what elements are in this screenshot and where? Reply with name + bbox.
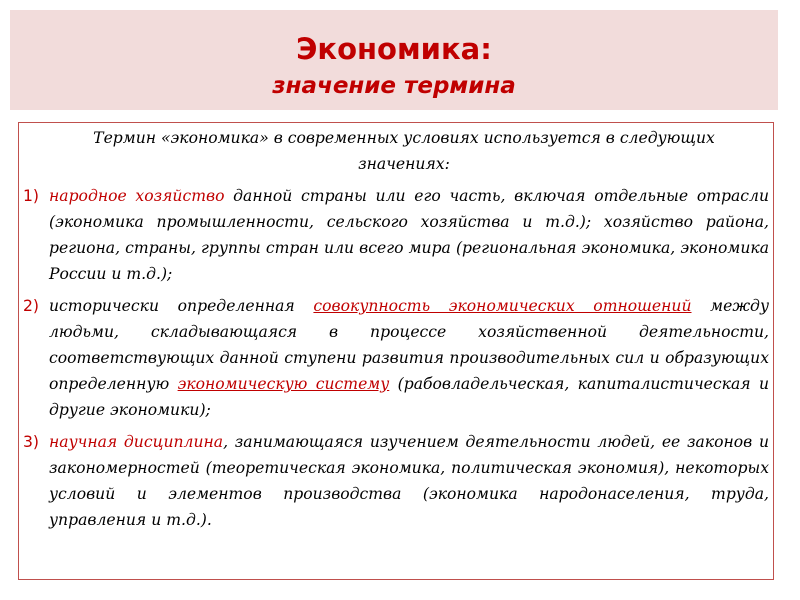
item-number: 3)	[23, 433, 40, 451]
content-box	[18, 122, 774, 580]
slide-title: Экономика:	[296, 32, 492, 66]
definition-item-1	[23, 183, 769, 287]
item-text: между людьми, складывающаяся в процессе хозяйственной деятельности, соответствующих данной ступени развития производительных сил и образующих определенную	[49, 297, 769, 393]
slide-subtitle: значение термина	[272, 73, 516, 99]
item-text: исторически определенная	[49, 297, 314, 315]
item-lead: научная дисциплина	[49, 433, 224, 451]
item-text: , занимающаяся изучением деятельности людей, ее законов и закономерностей (теоретическая экономика, политическая экономия), некоторых условий и элементов производства (экономика народонаселения, труда, управления и т.д.).	[49, 433, 769, 529]
intro-text: Термин «экономика» в современных условиях используется в следующих значениях:	[93, 129, 715, 173]
hyperlink-economic-system[interactable]: экономическую систему	[177, 375, 390, 393]
definition-item-3	[23, 429, 769, 533]
item-text: данной страны или его часть, включая отдельные отрасли (экономика промышленности, сельского хозяйства и т.д.); хозяйство района, региона, страны, группы стран или всего мира (региональная экономика, экономика России и т.д.);	[49, 187, 769, 283]
title-banner	[10, 10, 778, 110]
item-number: 2)	[23, 297, 40, 315]
hyperlink-economic-relations[interactable]: совокупность экономических отношений	[313, 297, 692, 315]
item-lead: народное хозяйство	[49, 187, 225, 205]
definition-item-2	[23, 293, 769, 423]
item-number: 1)	[23, 187, 40, 205]
item-text: (рабовладельческая, капиталистическая и другие экономики);	[49, 375, 769, 419]
